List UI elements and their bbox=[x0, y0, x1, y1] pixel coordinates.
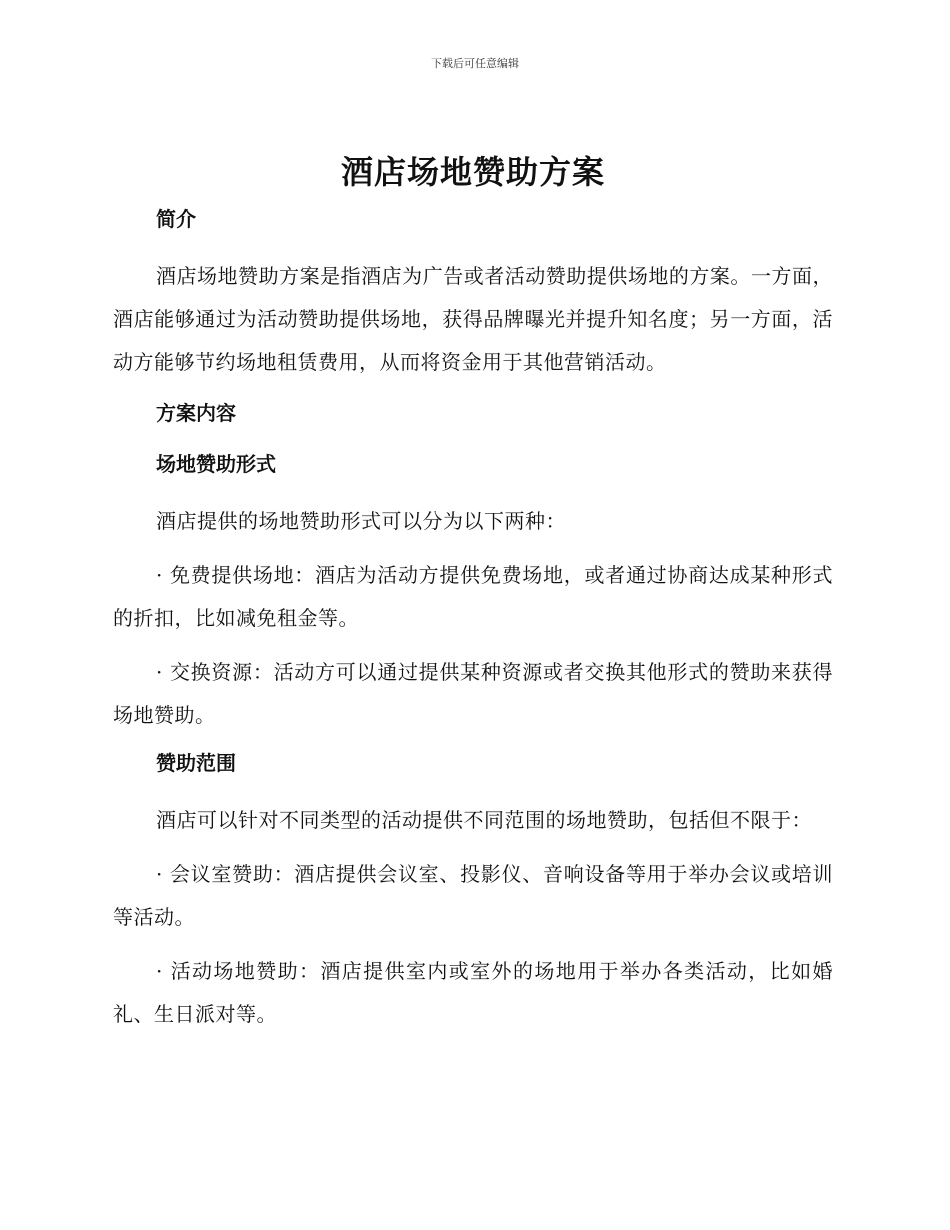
heading-intro: 简介 bbox=[156, 207, 196, 231]
list-item-event-venue: · 活动场地赞助：酒店提供室内或室外的场地用于举办各类活动，比如婚礼、生日派对等。 bbox=[113, 959, 833, 1026]
heading-content: 方案内容 bbox=[156, 401, 236, 425]
paragraph-intro: 酒店场地赞助方案是指酒店为广告或者活动赞助提供场地的方案。一方面，酒店能够通过为活动赞助提供场地，获得品牌曝光并提升知名度；另一方面，活动方能够节约场地租赁费用，从而将资金用于其他营销活动。 bbox=[113, 264, 833, 374]
paragraph-scope-intro: 酒店可以针对不同类型的活动提供不同范围的场地赞助，包括但不限于： bbox=[156, 808, 812, 832]
paragraph-form-intro: 酒店提供的场地赞助形式可以分为以下两种： bbox=[156, 509, 566, 533]
document-title: 酒店场地赞助方案 bbox=[340, 153, 605, 191]
list-item-resource-exchange: · 交换资源：活动方可以通过提供某种资源或者交换其他形式的赞助来获得场地赞助。 bbox=[113, 660, 833, 727]
header-note: 下载后可任意编辑 bbox=[431, 57, 519, 70]
list-item-meeting-room: · 会议室赞助：酒店提供会议室、投影仪、音响设备等用于举办会议或培训等活动。 bbox=[113, 862, 833, 929]
heading-scope: 赞助范围 bbox=[156, 751, 236, 775]
heading-form: 场地赞助形式 bbox=[156, 452, 276, 476]
list-item-free-venue: · 免费提供场地：酒店为活动方提供免费场地，或者通过协商达成某种形式的折扣，比如减免租金等。 bbox=[113, 563, 833, 630]
document-body bbox=[113, 148, 833, 1047]
